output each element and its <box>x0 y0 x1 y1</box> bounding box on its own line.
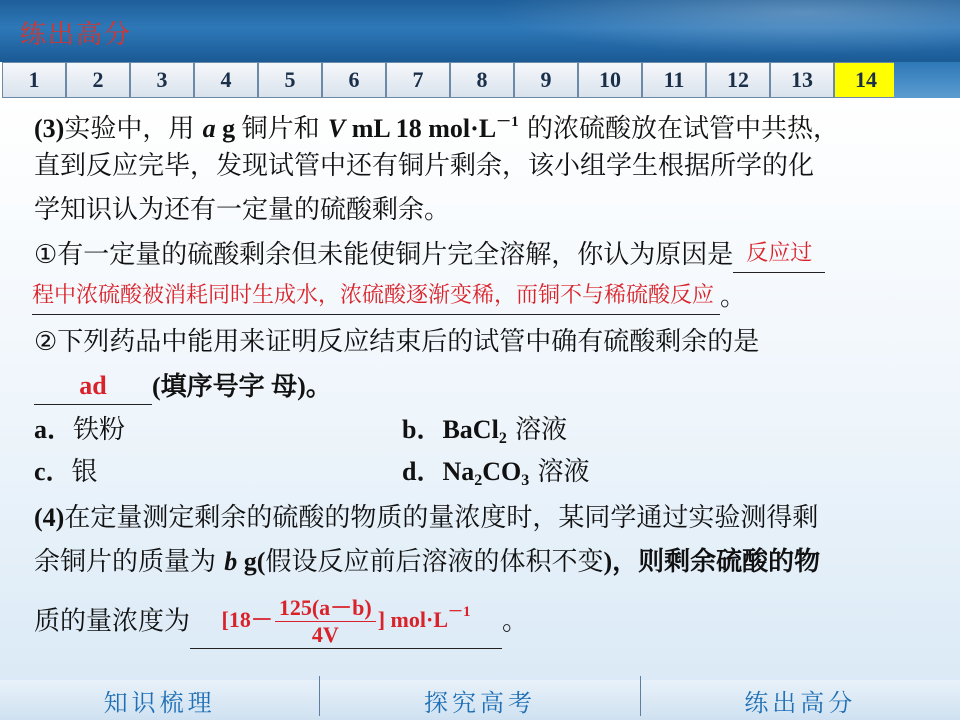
question-content <box>0 98 960 680</box>
exponent: －1 <box>448 604 471 620</box>
text: 的浓硫酸放在试管中共热， <box>518 114 839 144</box>
footer-nav <box>0 680 960 720</box>
p3-line3: 学知识认为还有一定量的硫酸剩余。 <box>34 195 451 225</box>
p4-line2 <box>34 544 820 580</box>
tab-6[interactable]: 6 <box>322 62 386 98</box>
subscript: 2 <box>498 430 507 447</box>
answer-close: ] mol·L <box>377 607 448 632</box>
option-d <box>402 454 590 499</box>
p3-line2: 直到反应完毕，发现试管中还有铜片剩余，该小组学生根据所学的化 <box>34 151 815 181</box>
tab-10[interactable]: 10 <box>578 62 642 98</box>
concentration: mL 18 mol·L <box>345 114 497 143</box>
option-d-label: d． <box>402 457 443 486</box>
q2-answer: ad <box>34 368 152 405</box>
option-b-text: 溶液 <box>506 415 568 445</box>
option-a-text: 铁粉 <box>73 415 126 445</box>
tab-14[interactable]: 14 <box>834 62 898 98</box>
period: 。 <box>720 282 747 312</box>
text: 质的量浓度为 <box>34 606 191 637</box>
tab-1[interactable]: 1 <box>2 62 66 98</box>
part4-label: (4) <box>34 503 65 532</box>
text: g( <box>237 547 266 576</box>
exponent: －1 <box>496 114 519 130</box>
tab-2[interactable]: 2 <box>66 62 130 98</box>
p4-line3 <box>34 584 528 649</box>
q2-paren: (填序号字 母)。 <box>152 372 332 401</box>
unit-g: g <box>215 114 242 143</box>
q2-line2 <box>34 368 332 405</box>
p4-line1 <box>34 500 818 536</box>
footer-knowledge[interactable]: 知识梳理 <box>103 688 216 717</box>
tab-12[interactable]: 12 <box>706 62 770 98</box>
q1-answer-rest: 程中浓硫酸被消耗同时生成水，浓硫酸逐渐变稀，而铜不与稀硫酸反应 <box>32 278 720 315</box>
q1-line2 <box>32 278 746 315</box>
question-tabs <box>2 62 898 98</box>
answer-fraction <box>275 595 376 648</box>
tab-4[interactable]: 4 <box>194 62 258 98</box>
tab-13[interactable]: 13 <box>770 62 834 98</box>
formula: BaCl <box>442 415 499 444</box>
q1-answer-start: 反应过 <box>733 236 825 273</box>
option-c <box>34 454 98 490</box>
p4-answer <box>190 584 502 649</box>
formula: CO <box>482 457 522 486</box>
tab-row-filler <box>894 62 960 98</box>
var-b: b <box>224 547 238 576</box>
text: 余铜片的质量为 <box>34 547 225 577</box>
text: 实验中，用 <box>64 114 203 144</box>
footer-practice[interactable]: 练出高分 <box>744 688 857 717</box>
header-bar <box>0 0 960 62</box>
option-a <box>34 412 125 448</box>
var-a: a <box>202 114 216 143</box>
tab-7[interactable]: 7 <box>386 62 450 98</box>
fraction-denominator: 4V <box>311 622 339 648</box>
tab-9[interactable]: 9 <box>514 62 578 98</box>
option-c-text: 银 <box>71 457 98 487</box>
text: 铜片和 <box>241 114 328 144</box>
text: 假设反应前后溶液的体积不变 <box>265 547 604 577</box>
option-b-label: b． <box>402 415 443 444</box>
period: 。 <box>502 606 529 637</box>
tab-8[interactable]: 8 <box>450 62 514 98</box>
part3-label: (3) <box>34 114 65 143</box>
tab-5[interactable]: 5 <box>258 62 322 98</box>
q1-text: ①有一定量的硫酸剩余但未能使铜片完全溶解，你认为原因是 <box>34 240 734 270</box>
footer-explore[interactable]: 探究高考 <box>423 688 536 717</box>
text: )，则剩余硫酸的物 <box>603 547 821 576</box>
option-c-label: c． <box>34 457 72 486</box>
formula: Na <box>442 457 475 486</box>
page-title: 练出高分 <box>20 20 133 50</box>
var-v: V <box>327 114 346 143</box>
p3-line1 <box>34 104 839 147</box>
text: 在定量测定剩余的硫酸的物质的量浓度时，某同学通过实验测得剩 <box>64 503 819 533</box>
subscript: 3 <box>521 472 530 489</box>
option-a-label: a． <box>34 415 74 444</box>
subscript: 2 <box>474 472 483 489</box>
header-decoration <box>440 0 960 62</box>
option-b <box>402 412 567 457</box>
q1-line1 <box>34 236 825 273</box>
tab-3[interactable]: 3 <box>130 62 194 98</box>
q2-line1: ②下列药品中能用来证明反应结束后的试管中确有硫酸剩余的是 <box>34 327 760 357</box>
answer-open: [18－ <box>221 607 273 632</box>
option-d-text: 溶液 <box>529 457 590 487</box>
tab-11[interactable]: 11 <box>642 62 706 98</box>
fraction-numerator: 125(a－b) <box>275 595 376 622</box>
